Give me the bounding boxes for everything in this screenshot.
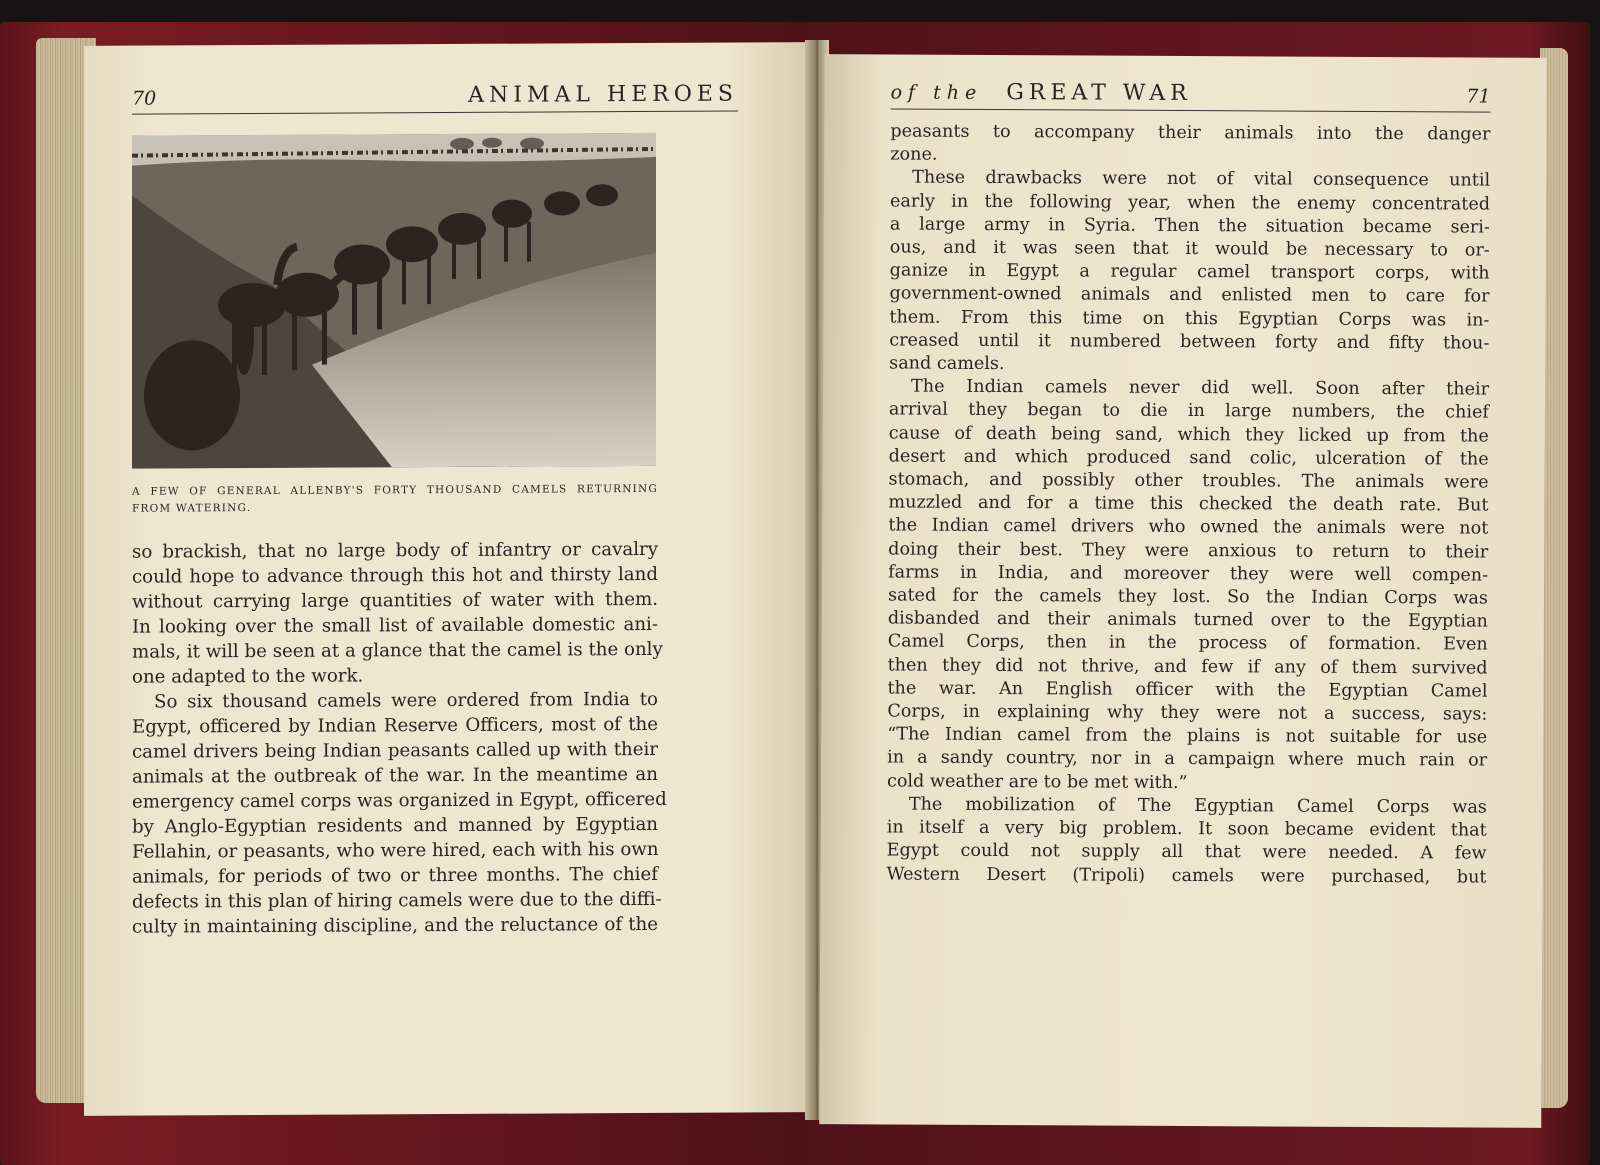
text-line: In looking over the small list of available domestic ani-	[132, 613, 658, 638]
text-line: zone.	[890, 144, 938, 165]
text-line: desert and which produced sand colic, ulceration of the	[888, 446, 1489, 470]
text-line: The Indian camels never did well. Soon after their	[911, 376, 1490, 400]
text-line: doing their best. They were anxious to return to their	[888, 539, 1489, 563]
running-title-italic: of the	[890, 81, 983, 104]
text-line: defects in this plan of hiring camels were due to the diffi-	[132, 888, 662, 913]
text-line: cold weather are to be met with.”	[886, 771, 1188, 793]
text-line: in itself a very big problem. It soon became evident that	[886, 817, 1487, 841]
camels-photo	[132, 133, 656, 469]
text-line: by Anglo-Egyptian residents and manned by Egyptian	[132, 813, 658, 838]
text-line: in a sandy country, nor in a campaign where much rain or	[887, 747, 1488, 772]
text-line: without carrying large quantities of water with them.	[132, 588, 658, 613]
text-line: ganize in Egypt a regular camel transport corps, with	[889, 260, 1490, 284]
right-running-title	[891, 79, 1192, 106]
text-line: So six thousand camels were ordered from India to	[154, 688, 658, 713]
text-line: emergency camel corps was organized in Egypt, officered	[132, 788, 667, 813]
text-line: so brackish, that no large body of infantry or cavalry	[132, 538, 658, 563]
right-folio: 71	[1466, 85, 1491, 108]
text-line: early in the following year, when the enemy concentrated	[889, 191, 1491, 215]
text-line: them. From this time on this Egyptian Corps was in-	[889, 307, 1490, 331]
text-line: arrival they began to die in large numbers, the chief	[888, 399, 1489, 424]
text-line: Corps, in explaining why they were not a success, says:	[887, 701, 1488, 725]
text-line: “The Indian camel from the plains is not suitable for use	[887, 724, 1488, 748]
text-line: peasants to accompany their animals into the danger	[890, 121, 1491, 145]
text-line: could hope to advance through this hot and thirsty land	[132, 563, 658, 588]
text-line: sand camels.	[889, 353, 1005, 375]
text-line: mals, it will be seen at a glance that the camel is the only	[132, 638, 663, 663]
camels-illustration	[132, 133, 656, 469]
text-line: stomach, and possibly other troubles. The animals were	[888, 469, 1489, 493]
text-line: cause of death being sand, which they licked up from the	[888, 423, 1489, 447]
right-body-text	[886, 120, 1490, 889]
left-page	[84, 42, 814, 1116]
left-folio: 70	[132, 87, 157, 110]
text-line: government-owned animals and enlisted men to care for	[889, 283, 1490, 308]
right-page	[819, 54, 1547, 1128]
text-line: animals at the outbreak of the war. In the meantime an	[132, 763, 658, 788]
text-line: Fellahin, or peasants, who were hired, each with his own	[132, 838, 659, 863]
text-line: sated for the camels they lost. So the Indian Corps was	[887, 585, 1489, 609]
text-line: then they did not thrive, and few if any of them survived	[887, 655, 1488, 679]
text-line: camel drivers being Indian peasants called up with their	[132, 738, 658, 763]
text-line: creased until it numbered between forty and fifty thou-	[889, 330, 1490, 354]
text-line: Egypt, officered by Indian Reserve Officers, most of the	[132, 713, 658, 738]
text-line: The mobilization of The Egyptian Camel Corps was	[908, 794, 1487, 818]
text-line: the war. An English officer with the Egyptian Camel	[887, 678, 1488, 702]
left-running-title: ANIMAL HEROES	[468, 81, 738, 108]
running-title-main: GREAT WAR	[1006, 80, 1192, 107]
text-line: muzzled and for a time this checked the death rate. But	[888, 492, 1489, 516]
text-line: Camel Corps, then in the process of formation. Even	[887, 631, 1488, 656]
text-line: farms in India, and moreover they were well compen-	[888, 562, 1489, 586]
right-running-head	[891, 68, 1491, 112]
text-line: Egypt could not supply all that were needed. A few	[886, 840, 1487, 864]
text-line: These drawbacks were not of vital consequence until	[912, 167, 1491, 192]
left-body-text	[132, 537, 667, 940]
text-line: a large army in Syria. Then the situation became seri-	[889, 214, 1490, 238]
text-line: ous, and it was seen that it would be necessary to or-	[889, 237, 1490, 261]
text-line: animals, for periods of two or three months. The chief	[132, 863, 658, 888]
text-line: one adapted to the work.	[132, 665, 364, 688]
left-running-head	[132, 70, 738, 114]
photo-caption: A FEW OF GENERAL ALLENBY'S FORTY THOUSAND CAMELS RETURNING FROM WATERING.	[132, 482, 658, 515]
text-line: culty in maintaining discipline, and the reluctance of the	[132, 913, 658, 938]
text-line: the Indian camel drivers who owned the animals were not	[888, 515, 1489, 540]
text-line: Western Desert (Tripoli) camels were purchased, but	[886, 863, 1487, 888]
text-line: disbanded and their animals turned over to the Egyptian	[887, 608, 1488, 632]
